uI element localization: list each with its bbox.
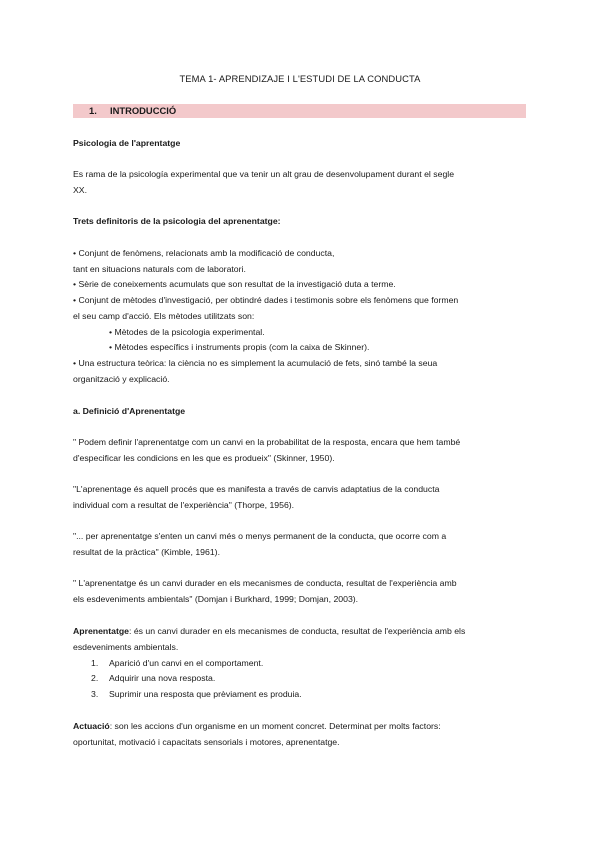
quote-line: els esdeveniments ambientals" (Domjan i Burkhard, 1999; Domjan, 2003). — [73, 594, 359, 604]
quote-line: "L'aprenentage és aquell procés que es manifesta a través de canvis adaptatius de la conducta — [73, 484, 440, 494]
trets-line: el seu camp d'acció. Els mètodes utilitzats son: — [73, 311, 255, 321]
section-label: INTRODUCCIÓ — [110, 105, 177, 116]
metode-item: • Mètodes específics i instruments propis (com la caixa de Skinner). — [109, 342, 370, 352]
list-item: Aparició d'un canvi en el comportament. — [109, 658, 264, 668]
trets-heading: Trets definitoris de la psicologia del aprenentatge: — [73, 216, 281, 226]
quote-line: "... per aprenentatge s'enten un canvi més o menys permanent de la conducta, que ocorre com a — [73, 531, 447, 541]
aprenentatge-text: : és un canvi durader en els mecanismes de conducta, resultat de l'experiència amb els — [129, 626, 466, 636]
trets-line: organització y explicació. — [73, 374, 170, 384]
trets-line: • Sèrie de coneixements acumulats que son resultat de la investigació duta a terme. — [73, 279, 396, 289]
section-number: 1. — [89, 105, 97, 116]
list-item: Adquirir una nova resposta. — [109, 673, 216, 683]
trets-line: • Conjunt de fenòmens, relacionats amb la modificació de conducta, — [73, 248, 335, 258]
actuacio-definition — [73, 720, 441, 732]
list-item: Suprimir una resposta que prèviament es produia. — [109, 689, 302, 699]
list-number: 1. — [91, 658, 99, 668]
trets-line: tant en situacions naturals com de laboratori. — [73, 264, 246, 274]
quote-line: " Podem definir l'aprenentatge com un canvi en la probabilitat de la resposta, encara que hem també — [73, 437, 461, 447]
metode-item: • Mètodes de la psicologia experimental. — [109, 327, 265, 337]
actuacio-line2: oportunitat, motivació i capacitats sensorials i motores, aprenentatge. — [73, 737, 340, 747]
psicologia-heading: Psicologia de l'aprentatge — [73, 138, 181, 148]
trets-line: • Conjunt de mètodes d'investigació, per obtindré dades i testimonis sobre els fenòmens que formen — [73, 295, 459, 305]
aprenentatge-definition — [73, 625, 465, 637]
quote-line: individual com a resultat de l'experiència" (Thorpe, 1956). — [73, 500, 295, 510]
quote-line: " L'aprenentatge és un canvi durader en els mecanismes de conducta, resultat de l'experiència amb — [73, 578, 457, 588]
aprenentatge-term: Aprenentatge — [73, 626, 129, 636]
quote-line: d'especificar les condicions en les que es produeix" (Skinner, 1950). — [73, 453, 335, 463]
list-number: 3. — [91, 689, 99, 699]
definicio-heading: a. Definició d'Aprenentatge — [73, 406, 186, 416]
actuacio-term: Actuació — [73, 721, 110, 731]
aprenentatge-line2: esdeveniments ambientals. — [73, 642, 179, 652]
paragraph-line: XX. — [73, 185, 88, 195]
page-title: TEMA 1- APRENDIZAJE I L'ESTUDI DE LA CONDUCTA — [179, 73, 421, 84]
section-heading-bar — [73, 104, 526, 118]
list-number: 2. — [91, 673, 99, 683]
trets-line: • Una estructura teòrica: la ciència no es simplement la acumulació de fets, sinó també la seua — [73, 358, 438, 368]
paragraph-line: Es rama de la psicología experimental que va tenir un alt grau de desenvolupament durant el segle — [73, 169, 455, 179]
actuacio-text: : son les accions d'un organisme en un moment concret. Determinat per molts factors: — [109, 721, 441, 731]
quote-line: resultat de la pràctica" (Kimble, 1961). — [73, 547, 220, 557]
